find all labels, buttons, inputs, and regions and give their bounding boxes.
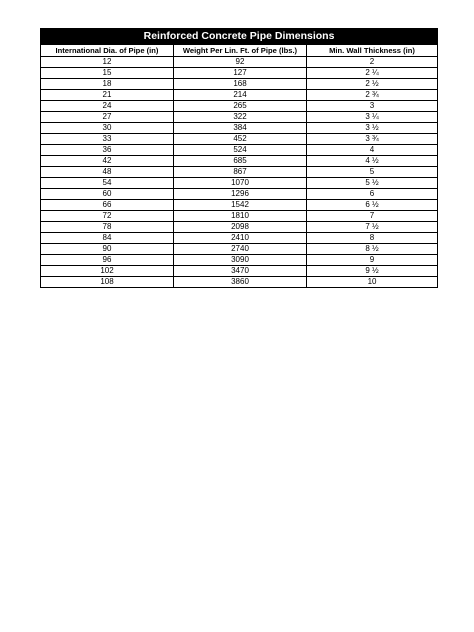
cell-diameter: 108 xyxy=(41,277,174,288)
table-row xyxy=(41,145,438,156)
pipe-dimensions-table xyxy=(40,28,438,288)
cell-wall-thickness: 10 xyxy=(307,277,438,288)
cell-wall-thickness: 9 xyxy=(307,255,438,266)
cell-weight: 265 xyxy=(174,101,307,112)
cell-diameter: 15 xyxy=(41,68,174,79)
cell-wall-thickness: 8 xyxy=(307,233,438,244)
cell-wall-thickness: 2 xyxy=(307,57,438,68)
cell-weight: 1296 xyxy=(174,189,307,200)
cell-diameter: 27 xyxy=(41,112,174,123)
cell-weight: 322 xyxy=(174,112,307,123)
cell-weight: 3860 xyxy=(174,277,307,288)
title-row xyxy=(41,29,438,45)
cell-weight: 384 xyxy=(174,123,307,134)
cell-wall-thickness: 3 ½ xyxy=(307,123,438,134)
cell-weight: 127 xyxy=(174,68,307,79)
table-row xyxy=(41,79,438,90)
cell-weight: 214 xyxy=(174,90,307,101)
cell-weight: 168 xyxy=(174,79,307,90)
cell-weight: 3470 xyxy=(174,266,307,277)
column-header-wall-thickness: Min. Wall Thickness (in) xyxy=(307,45,438,57)
cell-diameter: 21 xyxy=(41,90,174,101)
table-row xyxy=(41,134,438,145)
cell-wall-thickness: 7 ½ xyxy=(307,222,438,233)
table-row xyxy=(41,200,438,211)
cell-weight: 452 xyxy=(174,134,307,145)
cell-wall-thickness: 3 xyxy=(307,101,438,112)
table-row xyxy=(41,189,438,200)
table-row xyxy=(41,178,438,189)
cell-wall-thickness: 3 ¾ xyxy=(307,134,438,145)
table-row xyxy=(41,233,438,244)
cell-diameter: 66 xyxy=(41,200,174,211)
cell-wall-thickness: 7 xyxy=(307,211,438,222)
cell-wall-thickness: 2 ¾ xyxy=(307,90,438,101)
cell-diameter: 33 xyxy=(41,134,174,145)
cell-diameter: 72 xyxy=(41,211,174,222)
column-header-weight: Weight Per Lin. Ft. of Pipe (lbs.) xyxy=(174,45,307,57)
cell-diameter: 90 xyxy=(41,244,174,255)
cell-weight: 1810 xyxy=(174,211,307,222)
cell-weight: 524 xyxy=(174,145,307,156)
column-header-diameter: International Dia. of Pipe (in) xyxy=(41,45,174,57)
table-row xyxy=(41,57,438,68)
table-row xyxy=(41,277,438,288)
cell-weight: 1070 xyxy=(174,178,307,189)
table-row xyxy=(41,255,438,266)
table-row xyxy=(41,123,438,134)
cell-wall-thickness: 5 xyxy=(307,167,438,178)
cell-weight: 92 xyxy=(174,57,307,68)
cell-weight: 685 xyxy=(174,156,307,167)
cell-weight: 2098 xyxy=(174,222,307,233)
table-row xyxy=(41,90,438,101)
cell-wall-thickness: 9 ½ xyxy=(307,266,438,277)
document-page xyxy=(40,28,437,288)
cell-wall-thickness: 4 xyxy=(307,145,438,156)
cell-diameter: 36 xyxy=(41,145,174,156)
cell-wall-thickness: 2 ¼ xyxy=(307,68,438,79)
table-row xyxy=(41,222,438,233)
cell-weight: 867 xyxy=(174,167,307,178)
cell-weight: 2740 xyxy=(174,244,307,255)
cell-diameter: 60 xyxy=(41,189,174,200)
cell-diameter: 54 xyxy=(41,178,174,189)
cell-diameter: 12 xyxy=(41,57,174,68)
cell-diameter: 18 xyxy=(41,79,174,90)
cell-diameter: 24 xyxy=(41,101,174,112)
table-row xyxy=(41,211,438,222)
table-body xyxy=(41,57,438,288)
cell-weight: 1542 xyxy=(174,200,307,211)
cell-diameter: 78 xyxy=(41,222,174,233)
table-row xyxy=(41,266,438,277)
cell-wall-thickness: 2 ½ xyxy=(307,79,438,90)
cell-diameter: 48 xyxy=(41,167,174,178)
cell-diameter: 30 xyxy=(41,123,174,134)
cell-wall-thickness: 4 ½ xyxy=(307,156,438,167)
cell-wall-thickness: 5 ½ xyxy=(307,178,438,189)
cell-weight: 2410 xyxy=(174,233,307,244)
cell-diameter: 102 xyxy=(41,266,174,277)
table-row xyxy=(41,101,438,112)
header-row xyxy=(41,45,438,57)
table-row xyxy=(41,112,438,123)
table-row xyxy=(41,244,438,255)
cell-wall-thickness: 6 xyxy=(307,189,438,200)
table-title: Reinforced Concrete Pipe Dimensions xyxy=(41,29,438,45)
table-row xyxy=(41,167,438,178)
table-row xyxy=(41,156,438,167)
cell-diameter: 42 xyxy=(41,156,174,167)
cell-weight: 3090 xyxy=(174,255,307,266)
cell-diameter: 96 xyxy=(41,255,174,266)
cell-wall-thickness: 6 ½ xyxy=(307,200,438,211)
cell-wall-thickness: 8 ½ xyxy=(307,244,438,255)
cell-diameter: 84 xyxy=(41,233,174,244)
table-row xyxy=(41,68,438,79)
cell-wall-thickness: 3 ¼ xyxy=(307,112,438,123)
